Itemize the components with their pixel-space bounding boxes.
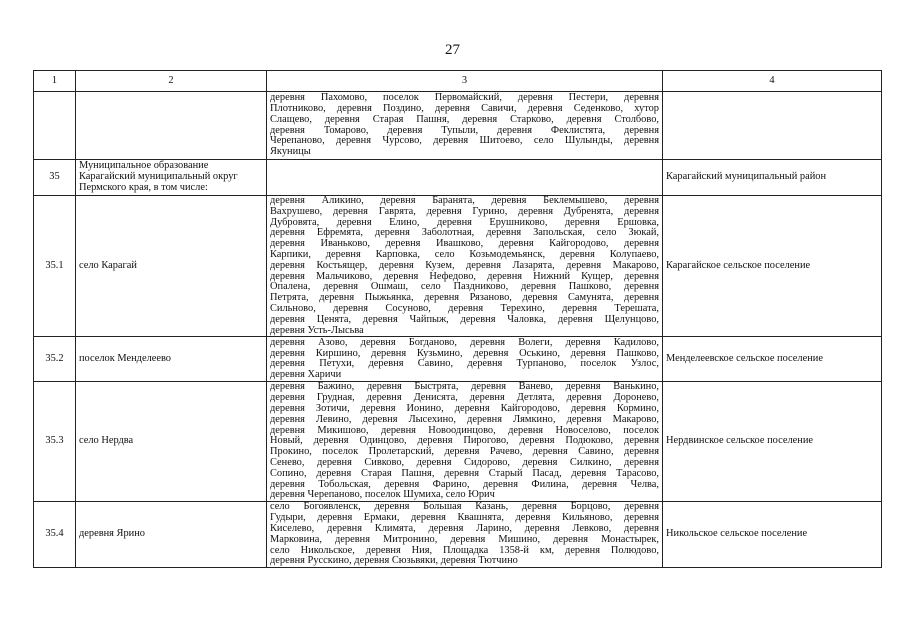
municipality-name: село Нердва [76, 382, 267, 502]
table-row [34, 160, 882, 196]
row-number: 35.4 [34, 502, 76, 568]
settlements-line: Опалена, деревня Ошмаш, село Паздниково, деревня Пашково, деревня [270, 281, 659, 293]
municipality-name: поселок Менделеево [76, 337, 267, 382]
page-number: 27 [445, 42, 460, 58]
settlements-line: деревня Харичи [270, 369, 342, 381]
settlements-list [267, 196, 663, 337]
municipality-name: деревня Ярино [76, 502, 267, 568]
settlements-line: Сенево, деревня Сивково, деревня Сидорово, деревня Силкино, деревня [270, 457, 659, 469]
settlements-list [267, 92, 663, 160]
municipal-formation: Карагайское сельское поселение [663, 196, 882, 337]
row-number: 35 [34, 160, 76, 196]
settlements-line: деревня Иваньково, деревня Ивашково, деревня Кайгородово, деревня [270, 238, 659, 250]
settlements-line: деревня Томарово, деревня Тупыли, деревня Феклистята, деревня [270, 124, 659, 136]
municipal-formation: Никольское сельское поселение [663, 502, 882, 568]
table-header-row [34, 71, 882, 92]
settlements-line: деревня Усть-Лысьва [270, 324, 364, 336]
municipality-name: село Карагай [76, 196, 267, 337]
settlements-line: деревня Русскино, деревня Сюзьвяки, деревня Тютчино [270, 555, 518, 567]
settlements-line: Сильново, деревня Сосуново, деревня Терехино, деревня Терешата, [270, 302, 659, 314]
settlements-line: Киселево, деревня Климята, деревня Ларино, деревня Левково, деревня [270, 523, 659, 535]
settlements-line: деревня Азово, деревня Богданово, деревня Волеги, деревня Кадилово, [270, 336, 659, 348]
table-row [34, 502, 882, 568]
settlements-list [267, 382, 663, 502]
settlements-line: деревня Киршино, деревня Кузьмино, деревня Оськино, деревня Пашково, [270, 347, 659, 359]
row-number: 35.3 [34, 382, 76, 502]
settlements-list [267, 337, 663, 382]
settlements-line: Новый, деревня Одинцово, деревня Пирогово, деревня Подюково, деревня [270, 435, 659, 447]
settlements-line: Слащево, деревня Старая Пашня, деревня Старково, деревня Столбово, [270, 113, 659, 125]
municipal-formation: Нердвинское сельское поселение [663, 382, 882, 502]
settlements-line: деревня Бажино, деревня Быстрята, деревня Ванево, деревня Ванькино, [270, 381, 659, 393]
settlements-line: деревня Зотичи, деревня Ионино, деревня Кайгородово, деревня Кормино, [270, 403, 659, 415]
municipal-formation: Менделеевское сельское поселение [663, 337, 882, 382]
table-row [34, 337, 882, 382]
settlements-line: деревня Ефремята, деревня Заболотная, деревня Запольская, село Зюкай, [270, 227, 659, 239]
table-body [34, 92, 882, 568]
settlements-line: Сопино, деревня Старая Пашня, деревня Старый Пасад, деревня Тарасово, [270, 467, 659, 479]
header-col-1: 1 [34, 71, 76, 92]
settlements-list [267, 502, 663, 568]
settlements-line: Плотниково, деревня Поздино, деревня Савичи, деревня Седенково, хутор [270, 102, 659, 114]
row-number: 35.1 [34, 196, 76, 337]
settlements-line: деревня Черепаново, поселок Шумиха, село Юрич [270, 489, 495, 501]
settlements-line: деревня Левино, деревня Лысехино, деревня Лямкино, деревня Макарово, [270, 413, 659, 425]
settlements-line: Вахрушево, деревня Гаврята, деревня Гурино, деревня Дубренята, деревня [270, 205, 659, 217]
settlements-line: Якуницы [270, 146, 311, 158]
settlements-line: село Богоявленск, деревня Большая Казань, деревня Борцово, деревня [270, 501, 659, 513]
municipal-formation [663, 92, 882, 160]
header-col-3: 3 [267, 71, 663, 92]
table-row [34, 92, 882, 160]
settlements-line: деревня Грудная, деревня Денисята, деревня Детлята, деревня Доронево, [270, 392, 659, 404]
settlements-line: Карпики, деревня Карповка, село Козьмодемьянск, деревня Колупаево, [270, 248, 659, 260]
header-col-4: 4 [663, 71, 882, 92]
settlements-line: деревня Мальчиково, деревня Нефедово, деревня Нижний Кущер, деревня [270, 270, 659, 282]
settlements-list [267, 160, 663, 196]
settlements-line: Прокино, поселок Пролетарский, деревня Рачево, деревня Савино, деревня [270, 446, 659, 458]
settlements-line: деревня Костьящер, деревня Кузем, деревня Лазарята, деревня Макарово, [270, 259, 659, 271]
settlements-line: деревня Тобольская, деревня Фарино, деревня Филина, деревня Челва, [270, 478, 659, 490]
municipality-name [76, 92, 267, 160]
settlements-line: деревня Петухи, деревня Савино, деревня Турпаново, поселок Узлос, [270, 358, 659, 370]
municipal-formation: Карагайский муниципальный район [663, 160, 882, 196]
row-number: 35.2 [34, 337, 76, 382]
settlements-line: деревня Пахомово, поселок Первомайский, деревня Пестери, деревня [270, 92, 659, 104]
settlements-line: село Никольское, деревня Ния, Площадка 1358-й км, деревня Полюдово, [270, 544, 659, 556]
settlements-table [33, 70, 882, 568]
settlements-line: Петрята, деревня Пыжьянка, деревня Рязаново, деревня Самунята, деревня [270, 292, 659, 304]
header-col-2: 2 [76, 71, 267, 92]
settlements-line: деревня Микишово, деревня Новоодинцово, деревня Новоселово, поселок [270, 424, 659, 436]
municipality-name: Муниципальное образование Карагайский муниципальный округ Пермского края, в том числе: [76, 160, 267, 196]
settlements-line: Гудыри, деревня Ермаки, деревня Квашнята, деревня Кильяново, деревня [270, 512, 659, 524]
table-row [34, 196, 882, 337]
settlements-line: Марковина, деревня Митронино, деревня Мишино, деревня Монастырек, [270, 533, 659, 545]
settlements-line: деревня Аликино, деревня Баранята, деревня Беклемышево, деревня [270, 195, 659, 206]
settlements-line: Дубровята, деревня Елино, деревня Ерушниково, деревня Ершовка, [270, 216, 659, 228]
settlements-line: Черепаново, деревня Чурсово, деревня Шитоево, село Шулынды, деревня [270, 135, 659, 147]
settlements-line: деревня Ценята, деревня Чайпыж, деревня Чаловка, деревня Щелунцово, [270, 313, 659, 325]
row-number [34, 92, 76, 160]
table-row [34, 382, 882, 502]
